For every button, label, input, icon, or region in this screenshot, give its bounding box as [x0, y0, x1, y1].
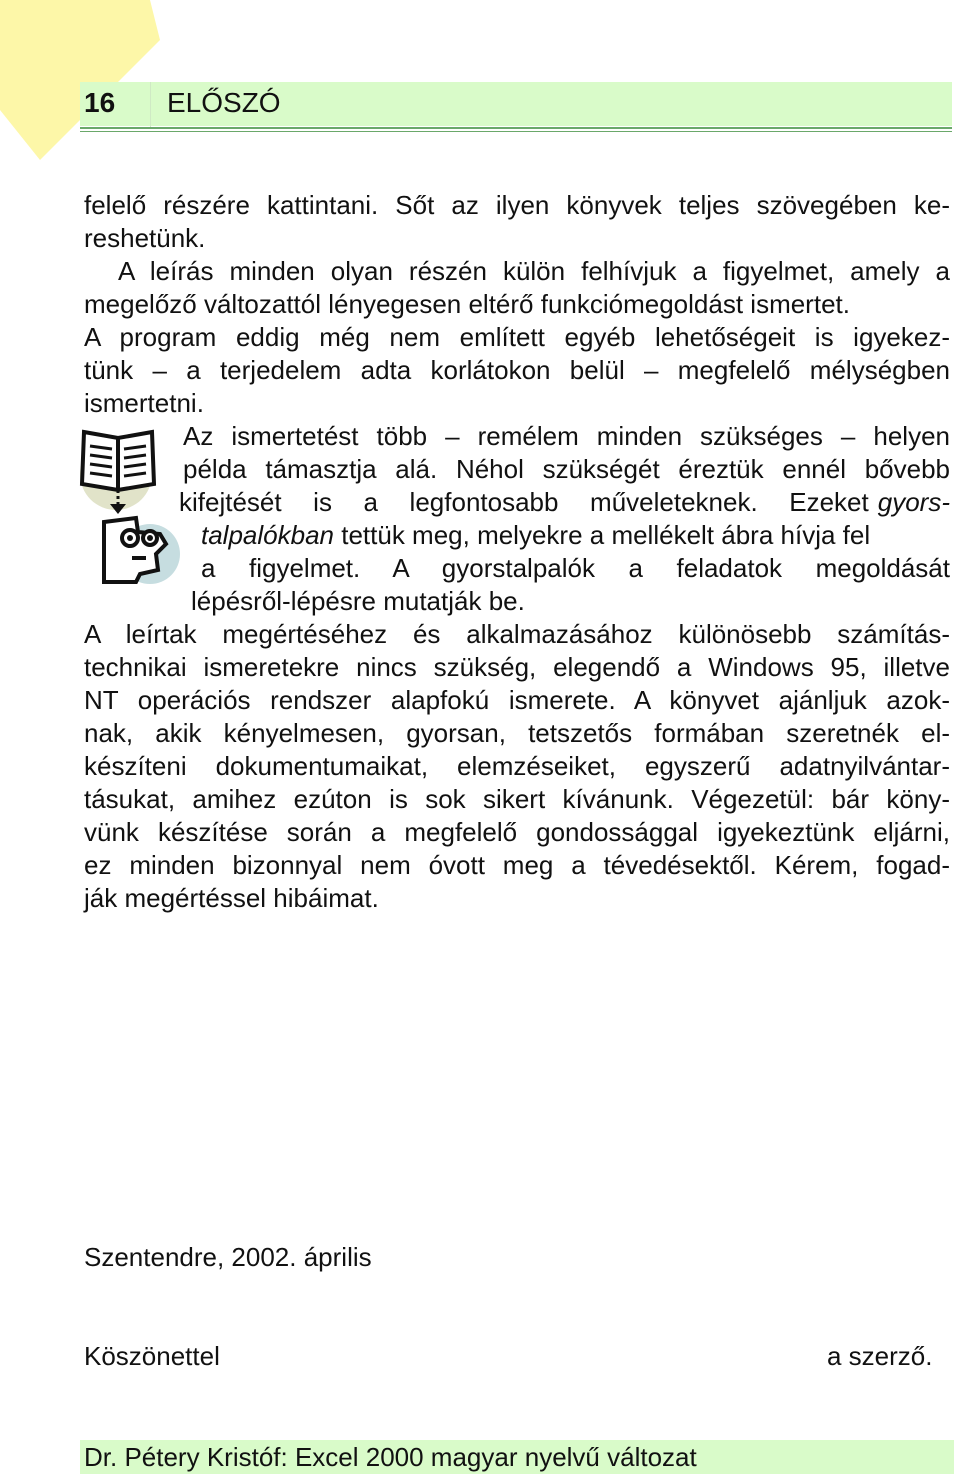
note-line-3-text: kifejtését is a legfontosabb műveleteknek. Ezeket [179, 487, 869, 517]
body-line-4: megelőző változattól lényegesen eltérő funkciómegoldást ismertet. [84, 289, 850, 319]
note-line-4 [201, 519, 870, 551]
closing-line-7: vünk készítése során a megfelelő gondossággal igyekeztünk eljárni, [84, 817, 950, 847]
body-line-2: reshetünk. [84, 223, 206, 253]
body-line-3: A leírás minden olyan részén külön felhívjuk a figyelmet, amely a [118, 256, 950, 286]
place-date: Szentendre, 2002. április [84, 1242, 372, 1272]
closing-line-4: nak, akik kényelmesen, gyorsan, tetszetős formában szeretnék el- [84, 718, 950, 748]
note-line-4-italic: talpalókban [201, 520, 334, 550]
body-line-5: A program eddig még nem említett egyéb lehetőségeit is igyekez- [84, 322, 950, 352]
closing-line-1: A leírtak megértéséhez és alkalmazásához különösebb számítás- [84, 619, 950, 649]
header-separator [150, 82, 151, 128]
closing-line-8: ez minden bizonnyal nem óvott meg a tévedésektől. Kérem, fogad- [84, 850, 950, 880]
closing-line-6: tásukat, amihez ezúton is sok sikert kívánunk. Végezetül: bár köny- [84, 784, 950, 814]
closing-line-2: technikai ismeretekre nincs szükség, elegendő a Windows 95, illetve [84, 652, 950, 682]
section-title: ELŐSZÓ [167, 87, 281, 118]
face-icon [96, 488, 186, 598]
author-signoff: a szerző. [827, 1341, 933, 1371]
header-rule-thin [80, 131, 952, 132]
body-line-7: ismertetni. [84, 388, 204, 418]
closing-line-9: ják megértéssel hibáimat. [84, 883, 379, 913]
header-rule [80, 127, 952, 129]
footer-text: Dr. Pétery Kristóf: Excel 2000 magyar nyelvű változat [84, 1442, 697, 1472]
note-line-1: Az ismertetést több – remélem minden szükséges – helyen [183, 421, 950, 451]
note-line-4-text: tettük meg, melyekre a mellékelt ábra hívja fel [334, 520, 871, 550]
note-line-6: lépésről-lépésre mutatják be. [191, 586, 525, 616]
note-line-5: a figyelmet. A gyorstalpalók a feladatok megoldását [201, 553, 950, 583]
body-line-1: felelő részére kattintani. Sőt az ilyen könyvek teljes szövegében ke- [84, 190, 950, 220]
closing-line-3: NT operációs rendszer alapfokú ismerete. A könyvet ajánljuk azok- [84, 685, 950, 715]
thanks-text: Köszönettel [84, 1341, 220, 1371]
note-line-3-italic: gyors- [877, 487, 950, 517]
closing-line-5: készíteni dokumentumaikat, elemzéseiket, egyszerű adatnyilvántar- [84, 751, 950, 781]
note-line-3 [179, 486, 950, 518]
note-line-2: példa támasztja alá. Néhol szükségét éreztük ennél bővebb [183, 454, 950, 484]
page-number: 16 [84, 87, 116, 118]
body-line-6: tünk – a terjedelem adta korlátokon belül – megfelelő mélységben [84, 355, 950, 385]
